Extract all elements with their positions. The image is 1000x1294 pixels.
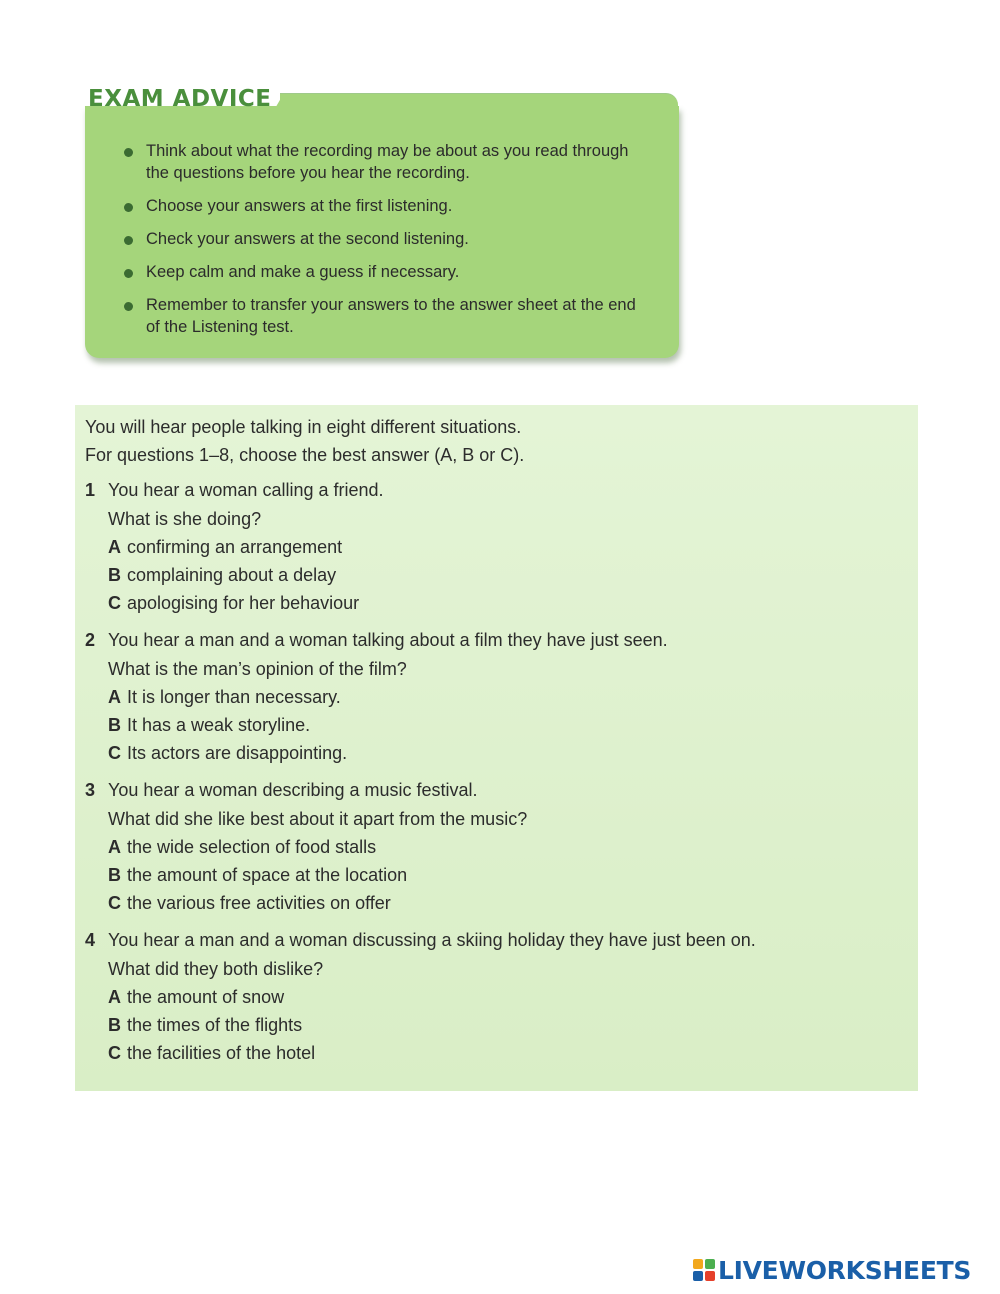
advice-item	[120, 140, 650, 184]
option-letter: C	[108, 1043, 121, 1064]
advice-tab	[280, 93, 678, 108]
instruction-line: For questions 1–8, choose the best answer (A, B or C).	[85, 445, 525, 466]
question-context: You hear a woman calling a friend.	[108, 480, 384, 501]
advice-item	[120, 261, 650, 283]
bullet-icon	[124, 269, 133, 278]
question-prompt: What is she doing?	[108, 508, 262, 529]
advice-item-text: Keep calm and make a guess if necessary.	[146, 263, 460, 281]
question-content	[85, 413, 905, 1067]
option-letter: C	[108, 893, 121, 914]
answer-option-a[interactable]	[108, 833, 905, 861]
option-text: It is longer than necessary.	[127, 686, 341, 707]
answer-option-c[interactable]	[108, 1039, 905, 1067]
option-letter: A	[108, 686, 121, 707]
question-number: 1	[85, 480, 96, 501]
option-letter: C	[108, 593, 121, 614]
option-letter: B	[108, 1015, 121, 1036]
answer-option-b[interactable]	[108, 1011, 905, 1039]
logo-square	[693, 1271, 703, 1281]
logo-square	[693, 1259, 703, 1269]
advice-item	[120, 294, 650, 338]
liveworksheets-logo	[693, 1255, 971, 1285]
option-text: the various free activities on offer	[127, 893, 391, 914]
advice-item	[120, 195, 650, 217]
question-prompt: What is the man’s opinion of the film?	[108, 658, 407, 679]
advice-item-text: Check your answers at the second listening.	[146, 230, 469, 248]
advice-item-text: Think about what the recording may be about as you read through the questions before you hear the recording.	[146, 142, 629, 182]
option-text: It has a weak storyline.	[127, 715, 311, 736]
answer-option-c[interactable]	[108, 889, 905, 917]
instructions	[85, 413, 905, 469]
advice-item-text: Remember to transfer your answers to the answer sheet at the end of the Listening test.	[146, 296, 636, 336]
option-text: complaining about a delay	[127, 565, 337, 586]
question-2	[85, 626, 905, 767]
bullet-icon	[124, 302, 133, 311]
answer-option-c[interactable]	[108, 739, 905, 767]
logo-square	[705, 1259, 715, 1269]
option-text: confirming an arrangement	[127, 536, 343, 557]
answer-option-b[interactable]	[108, 861, 905, 889]
answer-option-c[interactable]	[108, 589, 905, 617]
option-letter: A	[108, 836, 121, 857]
option-letter: B	[108, 865, 121, 886]
option-text: the times of the flights	[127, 1015, 303, 1036]
option-letter: B	[108, 715, 121, 736]
question-number: 2	[85, 630, 96, 651]
answer-option-b[interactable]	[108, 561, 905, 589]
advice-item	[120, 228, 650, 250]
option-text: the amount of space at the location	[127, 865, 408, 886]
question-1	[85, 476, 905, 617]
logo-square	[705, 1271, 715, 1281]
logo-mark-icon	[693, 1259, 715, 1281]
answer-option-a[interactable]	[108, 533, 905, 561]
question-3	[85, 776, 905, 917]
instruction-line: You will hear people talking in eight different situations.	[85, 417, 522, 437]
question-context: You hear a man and a woman discussing a skiing holiday they have just been on.	[108, 930, 756, 951]
question-4	[85, 926, 905, 1067]
logo-text: LIVEWORKSHEETS	[718, 1255, 972, 1285]
answer-option-b[interactable]	[108, 711, 905, 739]
option-letter: A	[108, 986, 121, 1007]
question-prompt: What did she like best about it apart from the music?	[108, 808, 528, 829]
advice-item-text: Choose your answers at the first listening.	[146, 197, 453, 215]
exam-advice-list	[120, 140, 650, 349]
question-context: You hear a man and a woman talking about a film they have just seen.	[108, 630, 668, 651]
option-letter: B	[108, 565, 121, 586]
bullet-icon	[124, 203, 133, 212]
question-prompt: What did they both dislike?	[108, 958, 324, 979]
answer-option-a[interactable]	[108, 683, 905, 711]
bullet-icon	[124, 148, 133, 157]
answer-option-a[interactable]	[108, 983, 905, 1011]
option-text: apologising for her behaviour	[127, 593, 360, 614]
question-number: 4	[85, 930, 96, 951]
option-text: the amount of snow	[127, 986, 285, 1007]
option-text: Its actors are disappointing.	[127, 743, 348, 764]
question-context: You hear a woman describing a music festival.	[108, 780, 478, 801]
option-letter: C	[108, 743, 121, 764]
question-number: 3	[85, 780, 96, 801]
option-letter: A	[108, 536, 121, 557]
option-text: the wide selection of food stalls	[127, 836, 377, 857]
exam-advice-title: EXAM ADVICE	[88, 86, 272, 112]
option-text: the facilities of the hotel	[127, 1043, 316, 1064]
bullet-icon	[124, 236, 133, 245]
